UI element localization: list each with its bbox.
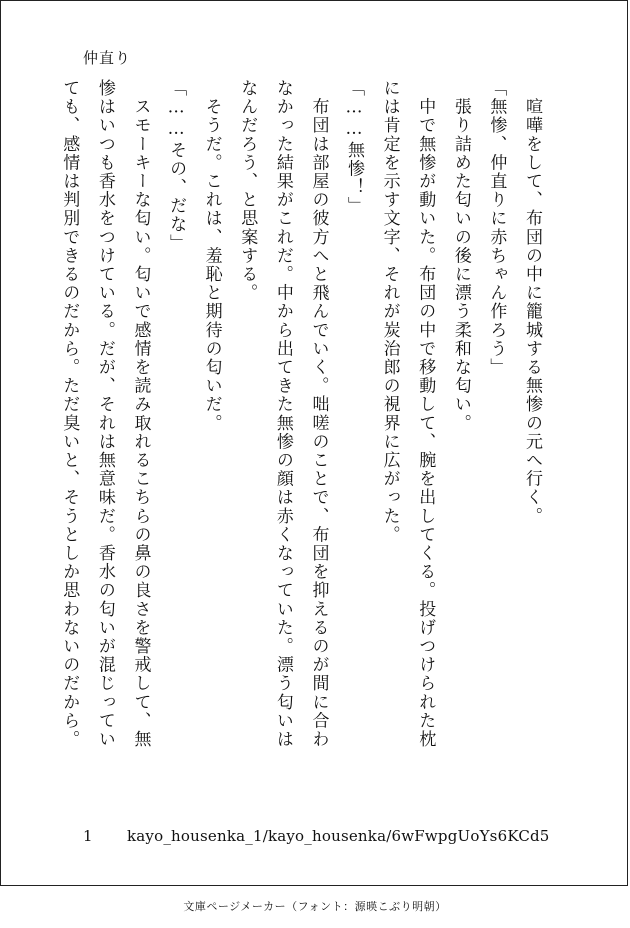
text-line: には肯定を示す文字、それが炭治郎の視界に広がった。 [379, 79, 400, 544]
text-line: スモーキーな匂い。匂いで感情を読み取れるこちらの鼻の良さを警戒して、無 [130, 79, 151, 749]
page-number: 1 [83, 827, 93, 845]
vertical-body-text [59, 79, 549, 799]
credit-caption: 文庫ページメーカー（フォント：源暎こぶり明朝） [183, 900, 447, 913]
text-line: なんだろう、と思案する。 [237, 79, 258, 303]
text-line: 「無惨、仲直りに赤ちゃん作ろう」 [486, 79, 507, 377]
text-line: 布団は部屋の彼方へと飛んでいく。咄嗟のことで、布団を抑えるのが間に合わ [308, 79, 329, 749]
text-line: 「……無惨！」 [344, 79, 365, 216]
page-footer [83, 827, 550, 845]
running-title: 仲直り [83, 49, 132, 67]
text-line: ても、感情は判別できるのだから。ただ臭いと、そうとしか思わないのだから。 [59, 79, 80, 749]
text-line: なかった結果がこれだ。中から出てきた無惨の顔は赤くなっていた。漂う匂いは [272, 79, 293, 749]
source-path: kayo_housenka_1/kayo_housenka/6wFwpgUoYs6KCd5 [127, 827, 550, 845]
text-line: 張り詰めた匂いの後に漂う柔和な匂い。 [450, 79, 471, 433]
text-line: 「……その、だな」 [166, 79, 187, 253]
text-line: そうだ。これは、羞恥と期待の匂いだ。 [201, 79, 222, 433]
text-line: 惨はいつも香水をつけている。だが、それは無意味だ。香水の匂いが混じってい [94, 79, 115, 749]
text-line: 中で無惨が動いた。布団の中で移動して、腕を出してくる。投げつけられた枕 [415, 79, 436, 749]
text-line: 喧嘩をして、布団の中に籠城する無惨の元へ行く。 [522, 79, 542, 526]
